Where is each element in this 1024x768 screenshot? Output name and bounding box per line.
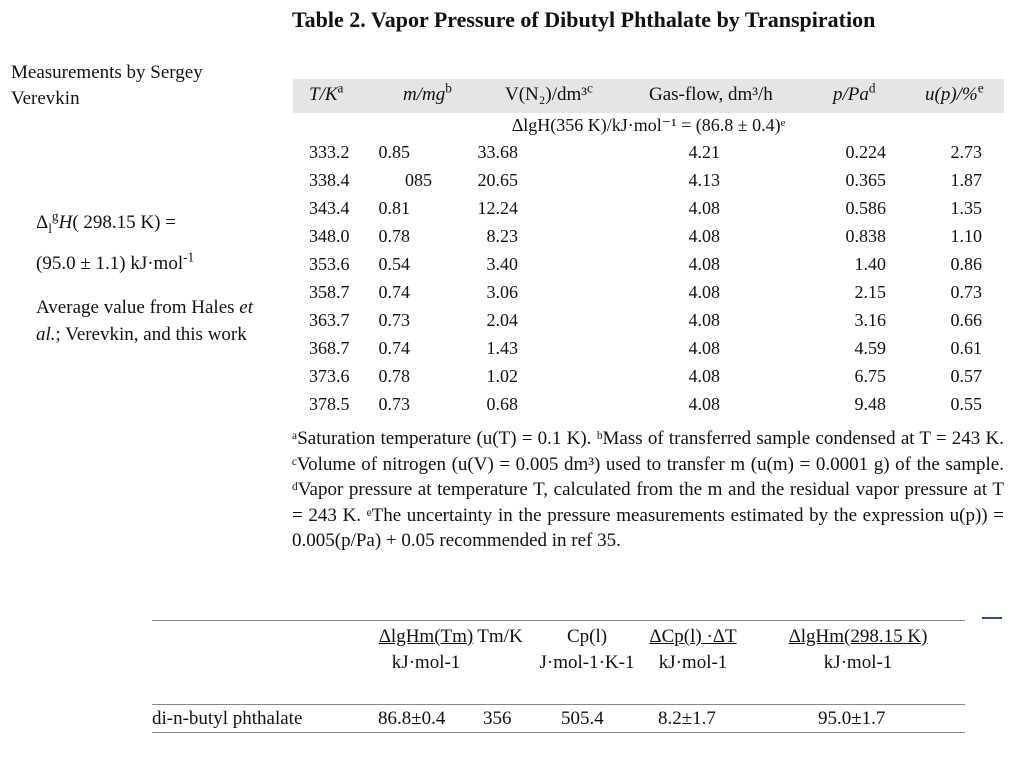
cell-gas-flow: 4.13 [688,170,720,190]
table-row [293,394,1004,422]
cell-volume: 3.40 [486,254,518,274]
cell-pressure: 0.838 [845,226,886,246]
cell-uncertainty: 1.35 [950,198,982,218]
cell-uncertainty: 0.55 [950,394,982,414]
enthalpy-subheader: ΔlgH(356 K)/kJ·mol⁻¹ = (86.8 ± 0.4)ᵉ [511,115,786,135]
cell-gas-flow: 4.08 [688,282,720,302]
cell-volume: 12.24 [477,198,518,218]
table-row [293,142,1004,170]
cell-volume: 20.65 [477,170,518,190]
cell-gas-flow: 4.08 [688,254,720,274]
cell-volume: 8.23 [486,226,518,246]
header-mark-b: b [445,80,452,96]
summary-bottom-rule [152,732,965,733]
header-gas-flow-label: Gas-flow, dm³/h [649,84,773,105]
summary-header-tm-label: Tm/K [477,626,523,647]
cell-temperature: 343.4 [309,198,350,218]
header-temperature-label: T/K [309,84,338,105]
cell-gas-flow: 4.08 [688,226,720,246]
cell-uncertainty: 0.86 [950,254,982,274]
header-volume [505,80,593,106]
summary-header-enthalpy-298-label: ΔlgHm(298.15 K) [788,626,928,647]
cell-volume: 1.43 [486,338,518,358]
cell-mass: 0.73 [378,310,410,330]
cell-pressure: 0.586 [845,198,886,218]
cell-pressure: 0.224 [845,142,886,162]
table-header-row [293,79,1004,113]
summary-compound-name: di-n-butyl phthalate [152,708,303,729]
summary-header-delta-cp-unit: kJ·mol-1 [658,652,728,673]
summary-top-rule [152,620,965,621]
header-mark-d: d [868,80,876,96]
header-uncertainty [925,80,984,106]
summary-header-cp-unit: J·mol-1·K-1 [539,652,635,673]
header-mark-a: a [337,80,344,96]
summary-header-enthalpy-298-unit: kJ·mol-1 [823,652,893,673]
header-temperature [309,80,344,106]
summary-cp: 505.4 [561,708,604,729]
cell-mass: 085 [405,170,432,190]
cell-mass: 0.78 [378,226,410,246]
cell-mass: 0.74 [378,338,410,358]
header-mass-label: m/mg [403,84,446,105]
summary-delta-cp: 8.2±1.7 [658,708,716,729]
cell-pressure: 6.75 [854,366,886,386]
cell-gas-flow: 4.08 [688,310,720,330]
cell-volume: 0.68 [486,394,518,414]
header-mass [403,80,452,106]
header-mark-e: e [977,80,984,96]
cell-pressure: 2.15 [854,282,886,302]
cell-uncertainty: 0.66 [950,310,982,330]
cell-uncertainty: 0.73 [950,282,982,302]
cell-volume: 1.02 [486,366,518,386]
cell-volume: 33.68 [477,142,518,162]
cell-pressure: 0.365 [845,170,886,190]
table-title: Table 2. Vapor Pressure of Dibutyl Phthalate by Transpiration [292,7,876,32]
cell-gas-flow: 4.08 [688,394,720,414]
cell-volume: 2.04 [486,310,518,330]
cell-mass: 0.73 [378,394,410,414]
summary-header-cp-label: Cp(l) [566,626,608,647]
cell-temperature: 378.5 [309,394,350,414]
enthalpy-equation-rest: ( 298.15 K) = [72,212,176,233]
cell-mass: 0.54 [378,254,410,274]
header-volume-label: V(N₂)/dm³ [505,84,587,105]
cell-temperature: 333.2 [309,142,350,162]
header-mark-c: c [586,80,593,96]
table-row [293,226,1004,254]
average-note-etal: et al. [36,297,253,345]
cell-uncertainty: 0.61 [950,338,982,358]
enthalpy-equation: $\Delta_l^gH$( 298.15 K) = [36,208,176,236]
cell-pressure: 1.40 [854,254,886,274]
summary-header-cp [532,624,642,676]
header-pressure [833,80,876,106]
cell-uncertainty: 1.87 [950,170,982,190]
cell-pressure: 4.59 [854,338,886,358]
enthalpy-value-exponent: -1 [183,249,195,265]
summary-header-enthalpy-tm-label: ΔlgHm(Tm) [378,626,474,647]
summary-tm: 356 [483,708,512,729]
cell-temperature: 363.7 [309,310,350,330]
cell-uncertainty: 2.73 [950,142,982,162]
average-note-part1: Average value from Hales [36,297,240,318]
cell-mass: 0.81 [378,198,410,218]
summary-header-delta-cp [638,624,748,676]
summary-header-delta-cp-label: ΔCp(l) ·ΔT [649,626,737,647]
cell-temperature: 353.6 [309,254,350,274]
cell-temperature: 368.7 [309,338,350,358]
table-body [293,142,1004,422]
summary-header-enthalpy-tm [366,624,486,676]
average-note-part2: ; Verevkin, and this work [55,324,247,345]
cell-temperature: 338.4 [309,170,350,190]
table-row [293,282,1004,310]
table-row [293,254,1004,282]
enthalpy-value-text: (95.0 ± 1.1) kJ·mol [36,253,184,274]
cell-temperature: 348.0 [309,226,350,246]
summary-enthalpy-tm: 86.8±0.4 [378,708,446,729]
table-footnotes: ᵃSaturation temperature (u(T) = 0.1 K). ᵇMass of transferred sample condensed at T = 243 K. ᶜVolume of nitrogen (u(V) = 0.005 dm³) used to transfer m (u(m) = 0.0001 g) of the sample. ᵈVapor pressure at temperature T, calculated from the m and the residual vapor pressure at T = 243 K. ᵉThe uncertainty in the pressure measurements estimated by the expression u(p)) = 0.005(p/Pa) + 0.05 recommended in ref 35. [292,428,1004,551]
summary-mid-rule [152,704,965,705]
table-row [293,310,1004,338]
accent-dash [982,617,1002,619]
enthalpy-value [36,249,195,275]
summary-header-enthalpy-298 [778,624,938,676]
average-value-note [36,294,266,348]
cell-temperature: 358.7 [309,282,350,302]
cell-mass: 0.78 [378,366,410,386]
measurements-caption: Measurements by Sergey Verevkin [11,62,203,109]
summary-header-tm [470,624,530,650]
cell-gas-flow: 4.08 [688,338,720,358]
header-uncertainty-label: u(p)/% [925,84,978,105]
header-pressure-label: p/Pa [833,84,869,105]
cell-uncertainty: 0.57 [950,366,982,386]
cell-temperature: 373.6 [309,366,350,386]
cell-mass: 0.85 [378,142,410,162]
header-gas-flow [649,84,773,106]
cell-gas-flow: 4.21 [688,142,720,162]
summary-enthalpy-298: 95.0±1.7 [818,708,886,729]
cell-pressure: 3.16 [854,310,886,330]
table-row [293,338,1004,366]
table-row [293,366,1004,394]
table-row [293,198,1004,226]
cell-volume: 3.06 [486,282,518,302]
cell-gas-flow: 4.08 [688,198,720,218]
table-row [293,170,1004,198]
cell-mass: 0.74 [378,282,410,302]
summary-header-enthalpy-tm-unit: kJ·mol-1 [391,652,461,673]
cell-pressure: 9.48 [854,394,886,414]
cell-gas-flow: 4.08 [688,366,720,386]
cell-uncertainty: 1.10 [950,226,982,246]
